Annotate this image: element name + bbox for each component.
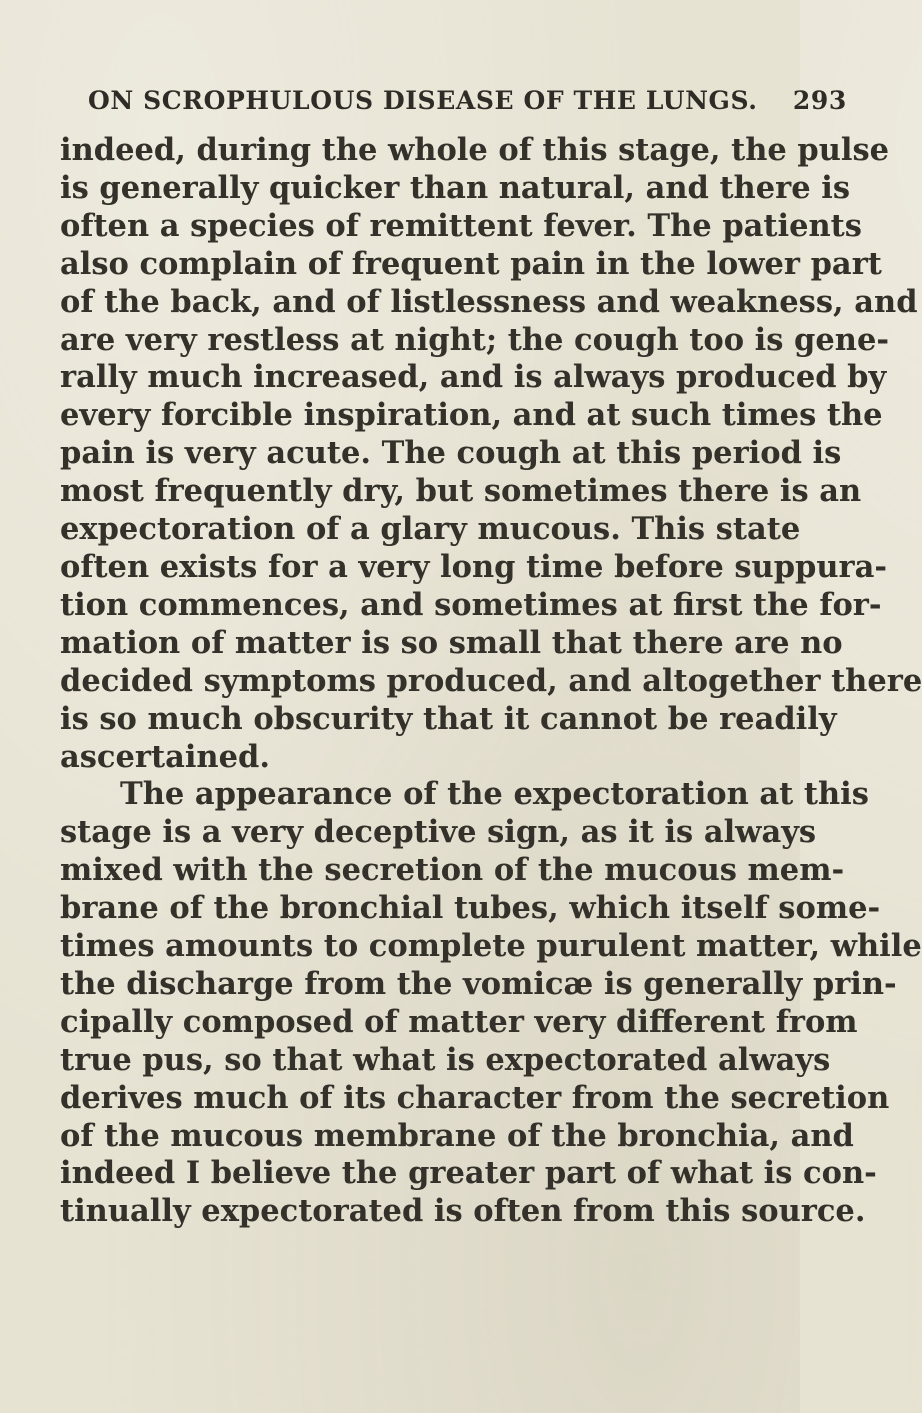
text-line: is generally quicker than natural, and there is — [60, 169, 850, 206]
text-line: is so much obscurity that it cannot be readily — [60, 700, 837, 737]
text-line: brane of the bronchial tubes, which itself some- — [60, 890, 881, 927]
paragraph-1 — [60, 132, 922, 776]
text-line: mation of matter is so small that there are no — [60, 624, 843, 661]
text-line: mixed with the secretion of the mucous mem- — [60, 852, 845, 889]
text-line: also complain of frequent pain in the lower part — [60, 245, 882, 282]
text-line: of the mucous membrane of the bronchia, and — [60, 1117, 854, 1154]
text-line: The appearance of the expectoration at this — [120, 776, 869, 813]
text-line: true pus, so that what is expectorated always — [60, 1041, 831, 1078]
text-line: often a species of remittent fever. The patients — [60, 207, 862, 244]
paragraph-2 — [60, 776, 922, 1231]
running-head — [88, 86, 847, 115]
text-line: times amounts to complete purulent matter, while — [60, 928, 922, 965]
text-line: are very restless at night; the cough too is gene- — [60, 321, 890, 358]
body-text — [60, 132, 922, 1231]
text-line: ascertained. — [60, 738, 270, 775]
page-number: 293 — [792, 86, 847, 115]
text-line: cipally composed of matter very different from — [60, 1003, 858, 1040]
text-line: indeed I believe the greater part of what is con- — [60, 1155, 877, 1192]
text-line: derives much of its character from the secretion — [60, 1079, 890, 1116]
text-line: often exists for a very long time before suppura- — [60, 548, 888, 585]
text-line: indeed, during the whole of this stage, the pulse — [60, 132, 890, 168]
text-line: tinually expectorated is often from this source. — [60, 1193, 866, 1230]
text-line: rally much increased, and is always produced by — [60, 359, 887, 396]
running-head-title: ON SCROPHULOUS DISEASE OF THE LUNGS. — [88, 86, 758, 115]
text-line: tion commences, and sometimes at first the for- — [60, 586, 882, 623]
text-line: pain is very acute. The cough at this period is — [60, 435, 842, 472]
text-line: the discharge from the vomicæ is generally prin- — [60, 965, 897, 1002]
text-line: every forcible inspiration, and at such times the — [60, 397, 883, 434]
text-line: expectoration of a glary mucous. This state — [60, 511, 801, 548]
text-line: of the back, and of listlessness and weakness, and — [60, 283, 918, 320]
text-line: decided symptoms produced, and altogether there — [60, 662, 922, 699]
text-line: stage is a very deceptive sign, as it is always — [60, 814, 817, 851]
text-line: most frequently dry, but sometimes there is an — [60, 473, 862, 510]
